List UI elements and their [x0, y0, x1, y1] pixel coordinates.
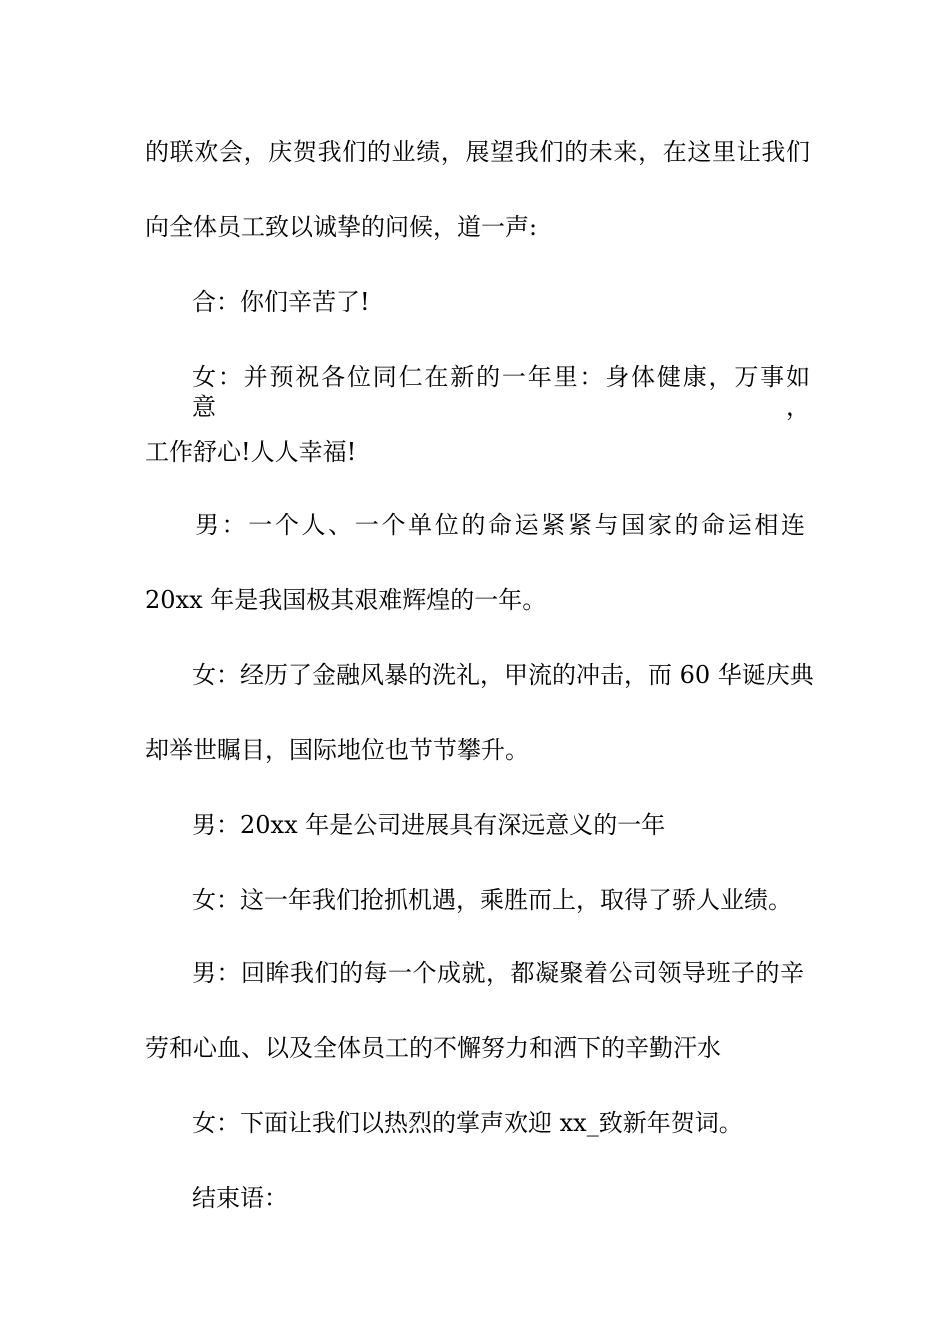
text-line: 女：下面让我们以热烈的掌声欢迎 xx_致新年贺词。: [192, 1109, 743, 1137]
text-line: 男：一个人、一个单位的命运紧紧与国家的命运相连: [195, 511, 805, 539]
text-line: 的联欢会，庆贺我们的业绩，展望我们的未来，在这里让我们: [145, 138, 810, 166]
text-line: 工作舒心!人人幸福!: [145, 438, 357, 466]
text-line: 20xx 年是我国极其艰难辉煌的一年。: [145, 586, 547, 614]
text-line: 合：你们辛苦了!: [192, 288, 370, 316]
text-line: 却举世瞩目，国际地位也节节攀升。: [145, 736, 529, 764]
text-line: 向全体员工致以诚挚的问候，道一声:: [145, 213, 538, 241]
text-line: 结束语：: [192, 1184, 288, 1212]
text-line: 劳和心血、以及全体员工的不懈努力和洒下的辛勤汗水: [145, 1034, 721, 1062]
text-line: 女：并预祝各位同仁在新的一年里：身体健康，万事如意，: [192, 363, 810, 421]
text-line: 女：这一年我们抢抓机遇，乘胜而上，取得了骄人业绩。: [192, 886, 792, 914]
text-line: 男：回眸我们的每一个成就，都凝聚着公司领导班子的辛: [192, 959, 804, 987]
text-line: 女：经历了金融风暴的洗礼，甲流的冲击，而 60 华诞庆典: [192, 661, 814, 689]
text-line: 男：20xx 年是公司进展具有深远意义的一年: [192, 811, 666, 839]
